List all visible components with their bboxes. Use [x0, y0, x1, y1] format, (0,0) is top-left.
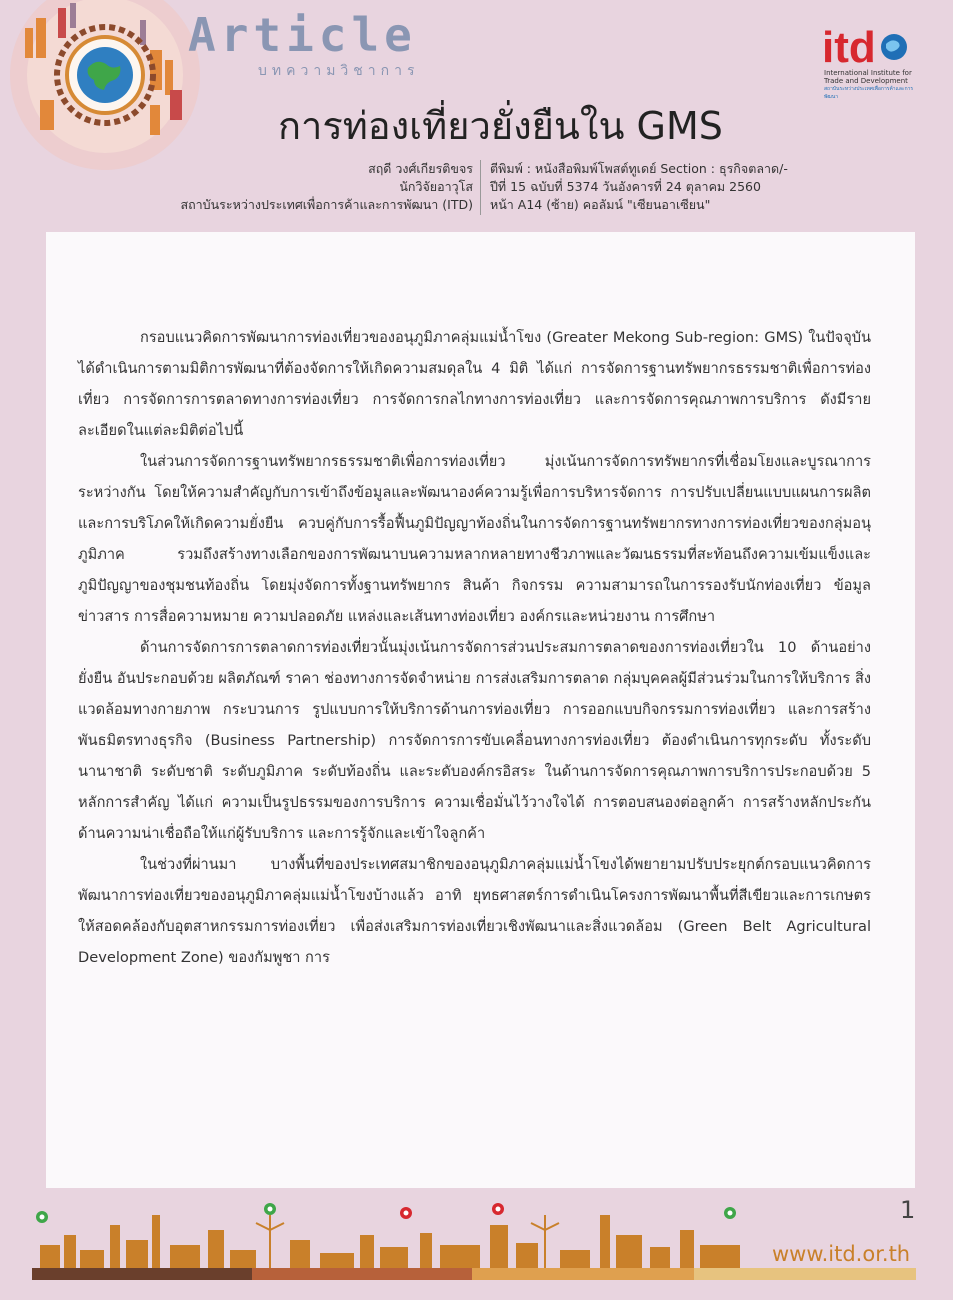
author-position: นักวิจัยอาวุโส	[399, 179, 473, 194]
body-paragraph-4: ในช่วงที่ผ่านมา บางพื้นที่ของประเทศสมาชิกของอนุภูมิภาคลุ่มแม่น้ำโขงได้พยายามปรับประยุกต์กรอบแนวคิดการพัฒนาการท่องเที่ยวของอนุภูมิภาคลุ่มแม่น้ำโขงบ้างแล้ว อาทิ ยุทธศาสตร์การดำเนินโครงการพัฒนาพื้นที่สีเขียวและการเกษตรให้สอดคล้องกับอุตสาหกรรมการท่องเที่ยว เพื่อส่งเสริมการท่องเที่ยวเชิงพัฒนาและสิ่งแวดล้อม (Green Belt Agricultural Development Zone) ของกัมพูชา การ	[78, 856, 871, 966]
source-block	[490, 160, 788, 214]
footer-color-bar	[32, 1268, 916, 1280]
body-paragraph-1: กรอบแนวคิดการพัฒนาการท่องเที่ยวของอนุภูมิภาคลุ่มแม่น้ำโขง (Greater Mekong Sub-region: GMS) ในปัจจุบัน ได้ดำเนินการตามมิติการพัฒนาที่ต้องจัดการให้เกิดความสมดุลใน 4 มิติ ได้แก่ การจัดการฐานทรัพยากรธรรมชาติเพื่อการท่องเที่ยว การจัดการการตลาดทางการท่องเที่ยว การจัดการกลไกทางการท่องเที่ยว และการจัดการคุณภาพการบริการ ดังมีรายละเอียดในแต่ละมิติต่อไปนี้	[78, 329, 871, 439]
section-word: Article	[188, 8, 417, 62]
source-line-3: หน้า A14 (ซ้าย) คอลัมน์ "เซียนอาเซียน"	[490, 197, 711, 212]
body-paragraph-3: ด้านการจัดการการตลาดการท่องเที่ยวนั้นมุ่งเน้นการจัดการส่วนประสมการตลาดของการท่องเที่ยวใน 10 ด้านอย่างยั่งยืน อันประกอบด้วย ผลิตภัณฑ์ ราคา ช่องทางการจัดจำหน่าย การส่งเสริมการตลาด กลุ่มบุคคลผู้มีส่วนร่วมในการให้บริการ สิ่งแวดล้อมทางกายภาพ กระบวนการ รูปแบบการให้บริการด้านการท่องเที่ยว การออกแบบกิจกรรมการท่องเที่ยว และการสร้างพันธมิตรทางธุรกิจ (Business Partnership) การจัดการการขับเคลื่อนทางการท่องเที่ยว ต้องดำเนินการทุกระดับ ทั้งระดับนานาชาติ ระดับชาติ ระดับภูมิภาค ระดับท้องถิ่น และระดับองค์กรอิสระ ในด้านการจัดการคุณภาพการบริการประกอบด้วย 5 หลักการสำคัญ ได้แก่ ความเป็นรูปธรรมของการบริการ ความเชื่อมั่นไว้วางใจได้ การตอบสนองต่อลูกค้า การสร้างหลักประกันด้านความน่าเชื่อถือให้แก่ผู้รับบริการ และการรู้จักและเข้าใจลูกค้า	[78, 639, 871, 842]
page-title: การท่องเที่ยวยั่งยืนใน GMS	[278, 104, 723, 148]
itd-logo-caption	[824, 69, 924, 101]
logo-caption-en: International Institute for Trade and Development	[824, 69, 912, 85]
itd-logo-mark: itd	[822, 23, 876, 72]
section-subtitle: บทความวิชาการ	[258, 63, 420, 79]
author-block	[180, 160, 473, 214]
source-line-1: ตีพิมพ์ : หนังสือพิมพ์โพสต์ทูเดย์ Section : ธุรกิจตลาด/-	[490, 161, 788, 176]
page-number: 1	[900, 1196, 916, 1224]
body-paragraph-2: ในส่วนการจัดการฐานทรัพยากรธรรมชาติเพื่อการท่องเที่ยว มุ่งเน้นการจัดการทรัพยากรที่เชื่อมโยงและบูรณาการระหว่างกัน โดยให้ความสำคัญกับการเข้าถึงข้อมูลและพัฒนาองค์ความรู้เพื่อการบริหารจัดการ การปรับเปลี่ยนแบบแผนการผลิตและการบริโภคให้เกิดความยั่งยืน ควบคู่กับการรื้อฟื้นภูมิปัญญาท้องถิ่นในการจัดการฐานทรัพยากรทางการท่องเที่ยวของกลุ่มอนุภูมิภาค รวมถึงสร้างทางเลือกของการพัฒนาบนความหลากหลายทางชีวภาพและวัฒนธรรมที่สะท้อนถึงความเข้มแข็งและภูมิปัญญาของชุมชนท้องถิ่น โดยมุ่งจัดการทั้งฐานทรัพยากร สินค้า กิจกรรม ความสามารถในการรองรับนักท่องเที่ยว ข้อมูลข่าวสาร การสื่อความหมาย ความปลอดภัย แหล่งและเส้นทางท่องเที่ยว องค์กรและหน่วยงาน การศึกษา	[78, 453, 871, 625]
logo-caption-th: สถาบันระหว่างประเทศเพื่อการค้าและการพัฒนา	[824, 86, 914, 100]
source-line-2: ปีที่ 15 ฉบับที่ 5374 วันอังคารที่ 24 ตุลาคม 2560	[490, 179, 761, 194]
website-link[interactable]: www.itd.or.th	[772, 1242, 911, 1266]
article-body	[78, 322, 871, 973]
header-divider	[480, 160, 481, 215]
author-organization: สถาบันระหว่างประเทศเพื่อการค้าและการพัฒนา (ITD)	[180, 197, 473, 212]
author-name: สฤดี วงศ์เกียรติขจร	[368, 161, 473, 176]
